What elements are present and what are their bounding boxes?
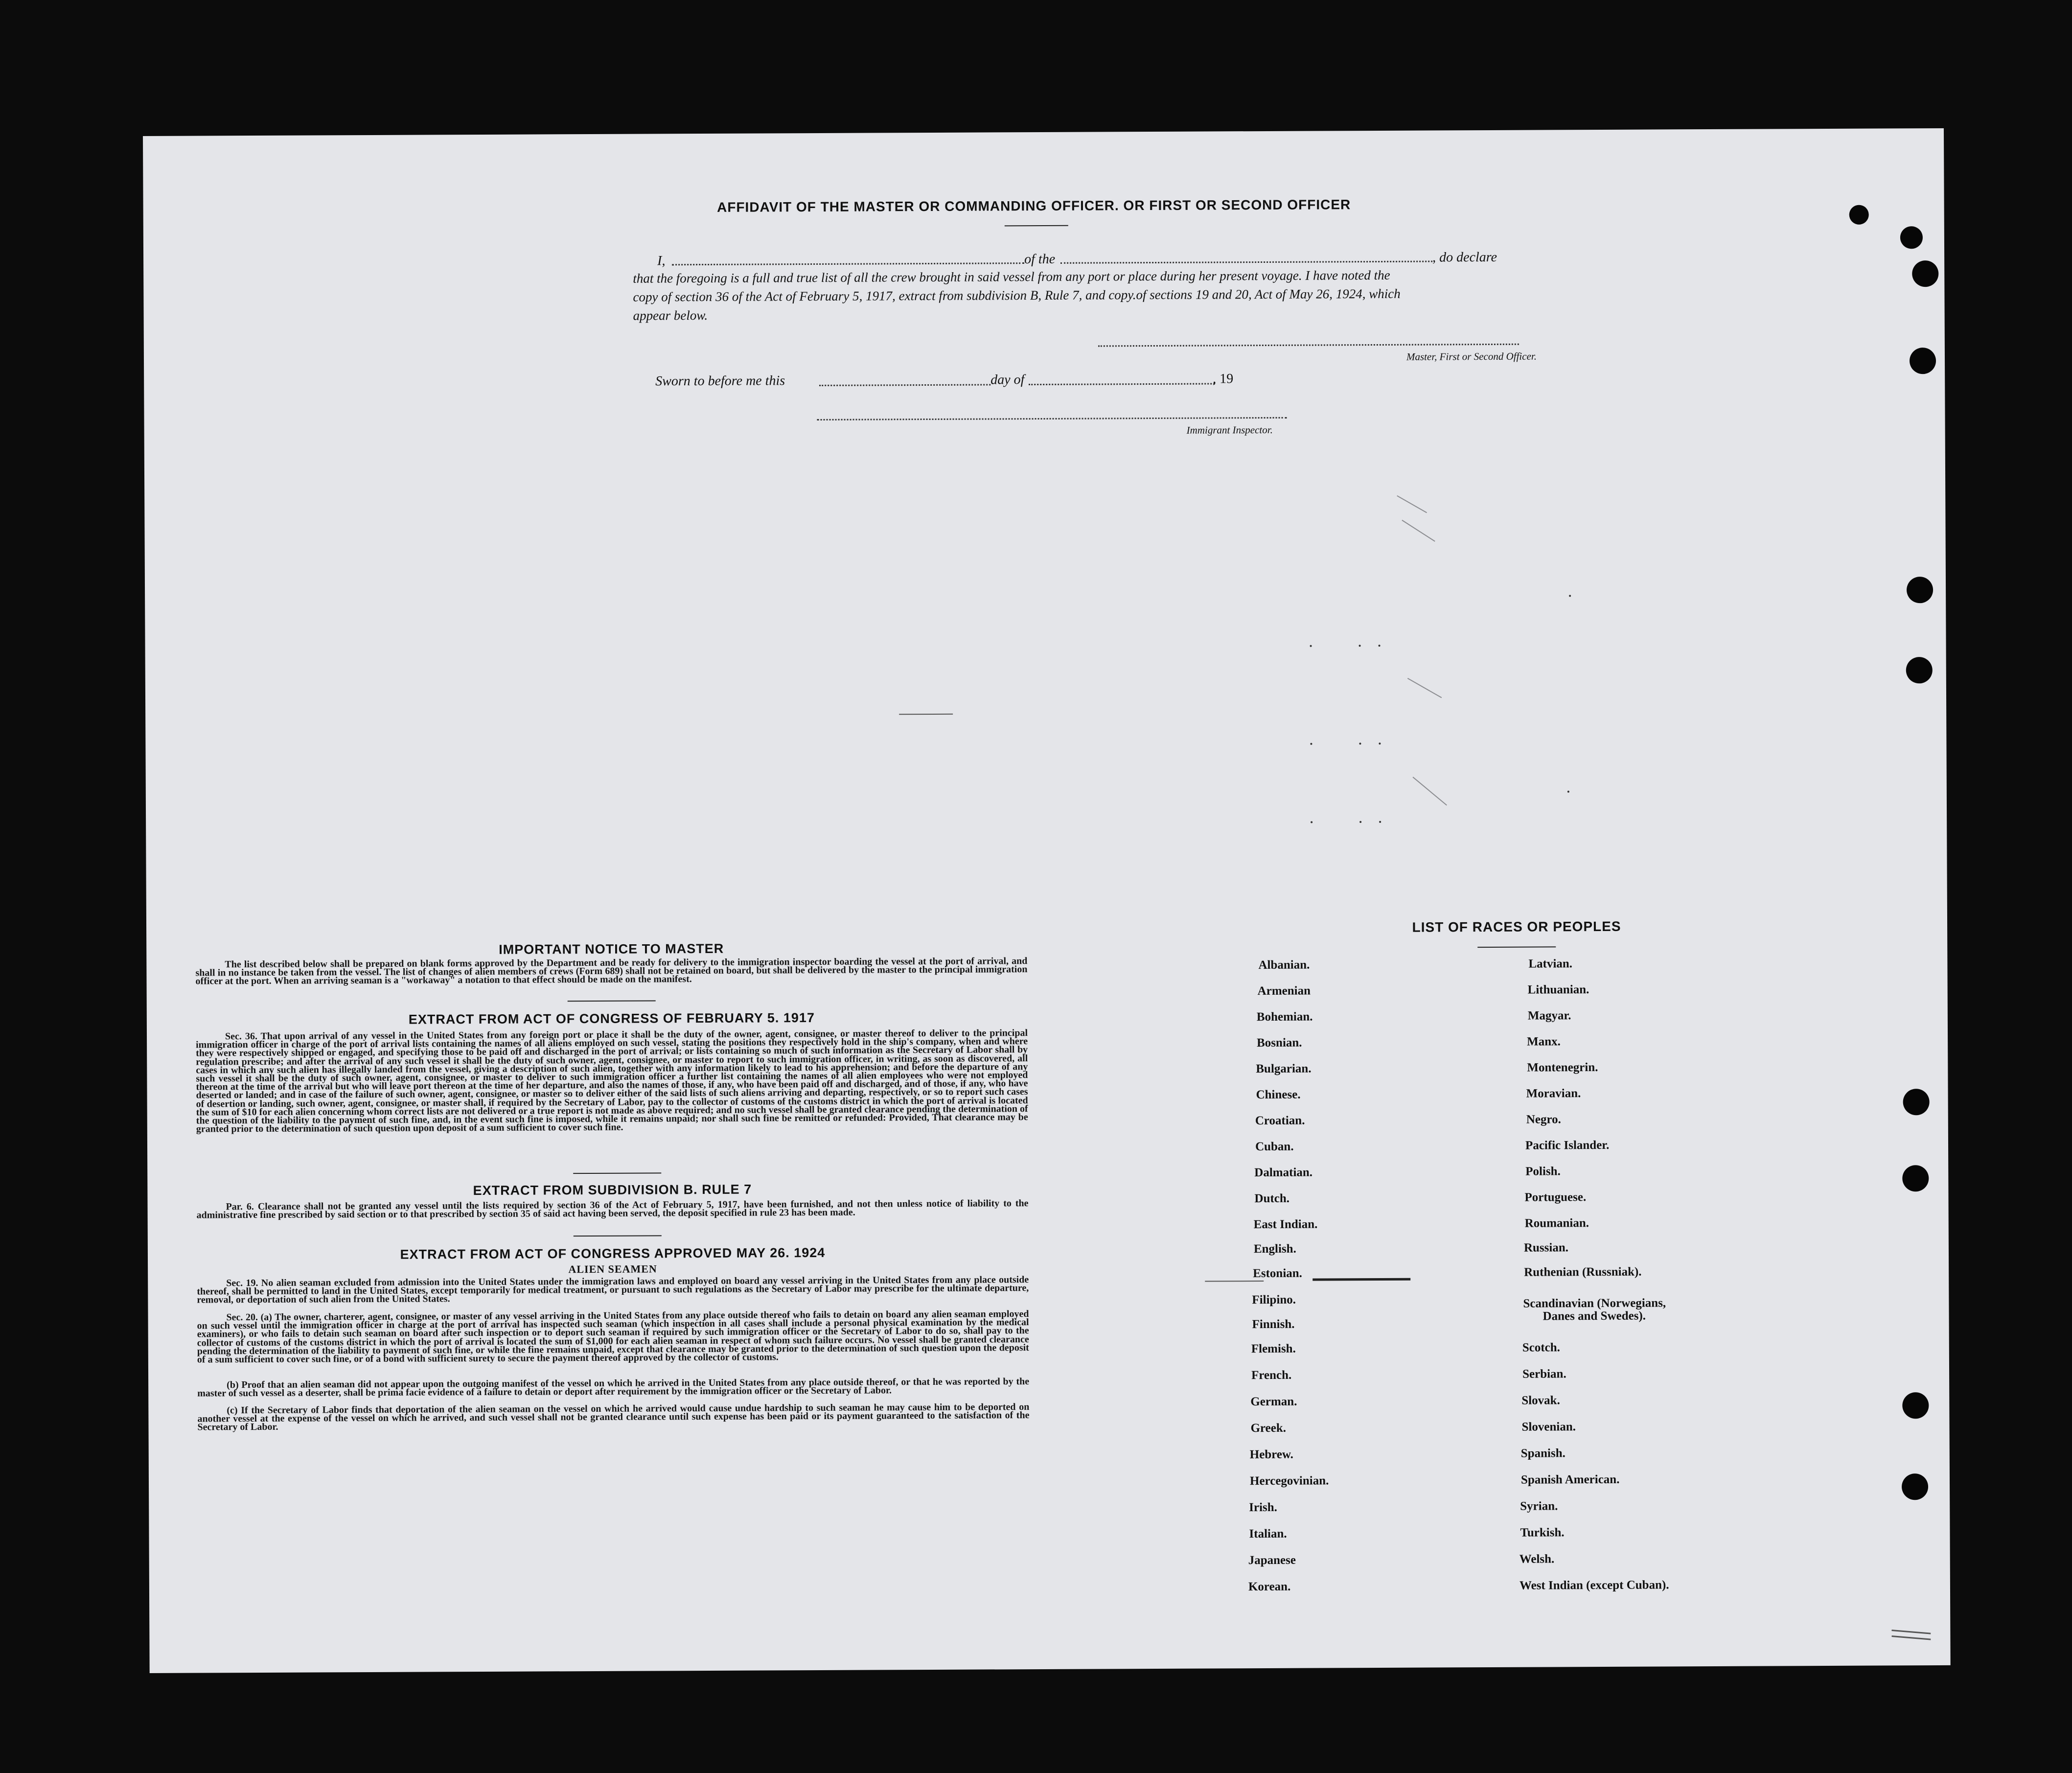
race-estonian: Estonian.: [1253, 1266, 1302, 1281]
extract-1924-title: EXTRACT FROM ACT OF CONGRESS APPROVED MAY 26. 1924: [400, 1245, 826, 1262]
race-russian: Russian.: [1523, 1241, 1569, 1255]
master-name-blank: [672, 262, 1024, 265]
race-cuban: Cuban.: [1255, 1140, 1294, 1154]
year-label: , 19: [1213, 371, 1234, 387]
ink-smudge: [1205, 1281, 1264, 1282]
speck: [1359, 743, 1361, 745]
race-polish: Polish.: [1525, 1165, 1561, 1178]
affidavit-body-line-1: that the foregoing is a full and true list of all the crew brought in said vessel from any port or place during her present voyage. I have noted the: [633, 267, 1390, 286]
bleed-mark: [1397, 495, 1427, 513]
race-moravian: Moravian.: [1526, 1087, 1581, 1100]
race-dalmatian: Dalmatian.: [1254, 1166, 1313, 1180]
affidavit-body-line-2: copy of section 36 of the Act of February 5, 1917, extract from subdivision B, Rule 7, and copy.of sections 19 and 20, Act of May 26, 1924, which: [633, 286, 1401, 304]
affidavit-body-line-3: appear below.: [633, 307, 708, 323]
race-spanish: Spanish.: [1520, 1446, 1566, 1460]
race-magyar: Magyar.: [1527, 1009, 1571, 1023]
punch-hole: [1902, 1165, 1929, 1191]
race-scotch: Scotch.: [1522, 1341, 1560, 1354]
affidavit-do-declare: , do declare: [1432, 249, 1497, 265]
race-filipino: Filipino.: [1252, 1293, 1296, 1307]
race-bulgarian: Bulgarian.: [1256, 1062, 1312, 1076]
speck: [1567, 791, 1569, 793]
race-albanian: Albanian.: [1258, 958, 1310, 972]
signature-line: [1098, 344, 1519, 347]
speck: [1379, 743, 1381, 745]
punch-hole: [1849, 205, 1869, 225]
sec19-text: Sec. 19. No alien seaman excluded from admission into the United States under the immigration laws and employed on board any vessel arriving in the United States from any place outside thereof, shall be permitted to land in the United States, except temporarily for medical treatment, or pursuant to such regulations as the Secretary of Labor may prescribe for the ultimate departure, removal, or deportation of such alien from the United States.: [197, 1274, 1029, 1306]
punch-hole: [1912, 260, 1938, 287]
speck: [1310, 645, 1312, 647]
punch-hole: [1900, 226, 1923, 249]
race-greek: Greek.: [1250, 1421, 1287, 1435]
races-underline: [1477, 946, 1556, 948]
document-page: [143, 128, 1951, 1673]
notice-divider: [568, 1000, 656, 1002]
race-negro: Negro.: [1526, 1113, 1561, 1126]
race-japanese: Japanese: [1248, 1553, 1296, 1567]
race-french: French.: [1251, 1368, 1292, 1382]
race-manx: Manx.: [1527, 1035, 1561, 1049]
race-portuguese: Portuguese.: [1524, 1190, 1587, 1204]
speck: [1359, 821, 1361, 823]
punch-hole: [1903, 1089, 1930, 1115]
sec20a-text: Sec. 20. (a) The owner, charterer, agent, consignee, or master of any vessel arriving in the United States from any place outside thereof who fails to detain on board any alien seaman employed on such vessel until the immigration officer in charge at the port of arrival has inspected such seaman (which inspection in all cases shall include a personal physical examination by the medical examiners), or who fails to detain such seaman on board after such inspection or to deport such seaman if required by such immigration officer or the Secretary of Labor to do so, shall pay to the collector of customs of the customs district in which the port of arrival is located the sum of $1,000 for each alien seaman in respect of whom such failure occurs. No vessel shall be granted clearance pending the determination of the liability to payment of such fine, or while the fine remains unpaid, except that clearance may be granted prior to the determination of such question upon the deposit of a sum sufficient to cover such fine, or of a bond with sufficient surety to secure the payment thereof approved by the collector of customs.: [197, 1308, 1029, 1365]
races-title: LIST OF RACES OR PEOPLES: [1412, 918, 1621, 935]
sec20c-text: (c) If the Secretary of Labor finds that deportation of the alien seaman on the vessel on which he arrived would cause undue hardship to such seaman he may cause him to be deported on another vessel at the expense of the vessel on which he arrived, and such vessel shall not be granted clearance until such expense has been paid or its payment guaranteed to the satisfaction of the Secretary of Labor.: [197, 1401, 1030, 1433]
notice-title: IMPORTANT NOTICE TO MASTER: [499, 941, 724, 957]
race-irish: Irish.: [1249, 1500, 1277, 1515]
race-scandinavian: Scandinavian (Norwegians,: [1523, 1296, 1666, 1310]
race-slovenian: Slovenian.: [1521, 1420, 1576, 1434]
affidavit-title: AFFIDAVIT OF THE MASTER OR COMMANDING OFFICER. OR FIRST OR SECOND OFFICER: [717, 197, 1351, 215]
race-italian: Italian.: [1249, 1527, 1287, 1541]
vessel-name-blank: [1060, 261, 1432, 264]
race-bohemian: Bohemian.: [1256, 1010, 1313, 1024]
rule7-divider: [574, 1235, 662, 1236]
ink-smudge: [1312, 1278, 1410, 1281]
race-english: English.: [1253, 1242, 1296, 1256]
race-ruthenian: Ruthenian (Russniak).: [1524, 1265, 1642, 1279]
extract-1917-divider: [573, 1172, 661, 1174]
sworn-day-blank: [819, 384, 990, 386]
race-hebrew: Hebrew.: [1249, 1447, 1293, 1462]
bleed-mark: [1412, 777, 1447, 806]
day-of-label: day of: [990, 372, 1025, 388]
sworn-label: Sworn to before me this: [655, 373, 785, 389]
bleed-mark: [1407, 678, 1442, 698]
race-syrian: Syrian.: [1520, 1499, 1558, 1513]
punch-hole: [1906, 657, 1933, 683]
race-chinese: Chinese.: [1256, 1088, 1301, 1102]
race-german: German.: [1250, 1395, 1297, 1409]
race-serbian: Serbian.: [1522, 1367, 1566, 1381]
center-dash: [899, 714, 953, 715]
pencil-mark: [1891, 1630, 1931, 1634]
bleed-mark: [1402, 520, 1435, 542]
race-latvian: Latvian.: [1528, 957, 1573, 971]
race-welsh: Welsh.: [1519, 1552, 1555, 1566]
punch-hole: [1902, 1473, 1928, 1500]
inspector-line: [817, 417, 1287, 420]
rule7-title: EXTRACT FROM SUBDIVISION B. RULE 7: [473, 1182, 752, 1198]
race-korean: Korean.: [1248, 1580, 1291, 1594]
speck: [1311, 821, 1312, 823]
race-hercegovinian: Hercegovinian.: [1249, 1474, 1329, 1488]
race-montenegrin: Montenegrin.: [1527, 1061, 1598, 1074]
race-pacific-islander: Pacific Islander.: [1525, 1138, 1610, 1152]
affidavit-of-the: of the: [1024, 251, 1056, 267]
race-spanish-american: Spanish American.: [1520, 1472, 1620, 1487]
extract-1917-text: Sec. 36. That upon arrival of any vessel in the United States from any foreign port or place it shall be the duty of the owner, agent, consignee, or master thereof to deliver to the principal immigration officer in charge of the port of arrival lists containing the names of all aliens employed on such vessel, stating the positions they respectively hold in the ship's company, when and where they were respectively shipped or engaged, and specifying those to be paid off and discharged in the port of arrival; or lists containing so much of such information as the Secretary of Labor shall by regulation prescribe; and after the arrival of any such vessel it shall be the duty of such owner, agent, consignee, or master to report to such immigration officer, in writing, as soon as discovered, all cases in which any such alien has illegally landed from the vessel, giving a description of such alien, together with any information likely to lead to his apprehension; and before the departure of any such vessel it shall be the duty of such owner, agent, consignee, or master to deliver to such immigration officer a further list containing the names of all alien employees who were not employed thereon at the time of the arrival but who will leave port thereon at the time of her departure, and also the names of those, if any, who have been paid off and discharged, and of those, if any, who have deserted or landed; and in case of the failure of such owner, agent, consignee, or master so to deliver either of the said lists of such aliens arriving and departing, respectively, or so to report such cases of desertion or landing, such owner, agent, consignee, or master shall, if required by the Secretary of Labor, pay to the collector of customs of the customs district in which the port of arrival is located the sum of $10 for each alien concerning whom correct lists are not delivered or a true report is not made as above required; and no such vessel shall be granted clearance pending the determination of the question of the liability to the payment of such fine, and, in the event such fine is imposed, while it remains unpaid; nor shall such fine be remitted or refunded: Provided, That clearance may be granted prior to the determination of such question upon deposit of a sum sufficient to cover such fine.: [196, 1027, 1028, 1135]
notice-text: The list described below shall be prepared on blank forms approved by the Department and be ready for delivery to the immigration inspector boarding the vessel at the port of arrival, and shall in no instance be taken from the vessel. The list of changes of alien members of crews (Form 689) shall not be retained on board, but shall be delivered by the master to the principal immigration officer at the port. When an arriving seaman is a "workaway" a notation to that effect should be made on the manifest.: [195, 956, 1028, 987]
month-blank: [1029, 383, 1215, 385]
punch-hole: [1902, 1392, 1929, 1419]
punch-hole: [1907, 577, 1933, 603]
rule7-text: Par. 6. Clearance shall not be granted any vessel until the lists required by section 36 of the Act of February 5, 1917, have been furnished, and not then unless notice of liability to the administrative fine prescribed by said section or to that prescribed by section 35 of said act having been served, the deposit specified in rule 23 has been made.: [196, 1198, 1029, 1221]
speck: [1569, 595, 1571, 597]
race-slovak: Slovak.: [1521, 1394, 1560, 1407]
pencil-mark: [1891, 1635, 1931, 1640]
extract-1917-title: EXTRACT FROM ACT OF CONGRESS OF FEBRUARY 5. 1917: [408, 1010, 815, 1027]
alien-seamen-subtitle: ALIEN SEAMEN: [568, 1262, 657, 1276]
race-lithuanian: Lithuanian.: [1527, 983, 1589, 997]
race-dutch: Dutch.: [1254, 1191, 1290, 1206]
race-turkish: Turkish.: [1520, 1526, 1565, 1540]
race-finnish: Finnish.: [1252, 1317, 1295, 1331]
race-roumanian: Roumanian.: [1524, 1216, 1589, 1230]
race-bosnian: Bosnian.: [1257, 1036, 1302, 1050]
race-croatian: Croatian.: [1255, 1114, 1305, 1128]
race-east-indian: East Indian.: [1253, 1217, 1318, 1232]
signature-label: Master, First or Second Officer.: [1406, 350, 1537, 363]
race-scandinavian-cont: Danes and Swedes).: [1542, 1309, 1646, 1323]
sec20b-text: (b) Proof that an alien seaman did not appear upon the outgoing manifest of the vessel on which he arrived in the United States from any place outside thereof, or that he was reported by the master of such vessel as a deserter, shall be prima facie evidence of a failure to detain or deport after requirement by the immigration officer or the Secretary of Labor.: [197, 1376, 1030, 1399]
speck: [1379, 645, 1381, 647]
affidavit-i-label: I,: [657, 253, 666, 269]
title-underline: [1005, 225, 1068, 227]
speck: [1379, 821, 1381, 823]
inspector-label: Immigrant Inspector.: [1186, 423, 1273, 436]
speck: [1310, 743, 1312, 745]
punch-hole: [1910, 348, 1936, 374]
speck: [1359, 645, 1361, 647]
race-flemish: Flemish.: [1251, 1342, 1296, 1356]
race-west-indian: West Indian (except Cuban).: [1519, 1578, 1669, 1592]
race-armenian: Armenian: [1257, 984, 1311, 998]
